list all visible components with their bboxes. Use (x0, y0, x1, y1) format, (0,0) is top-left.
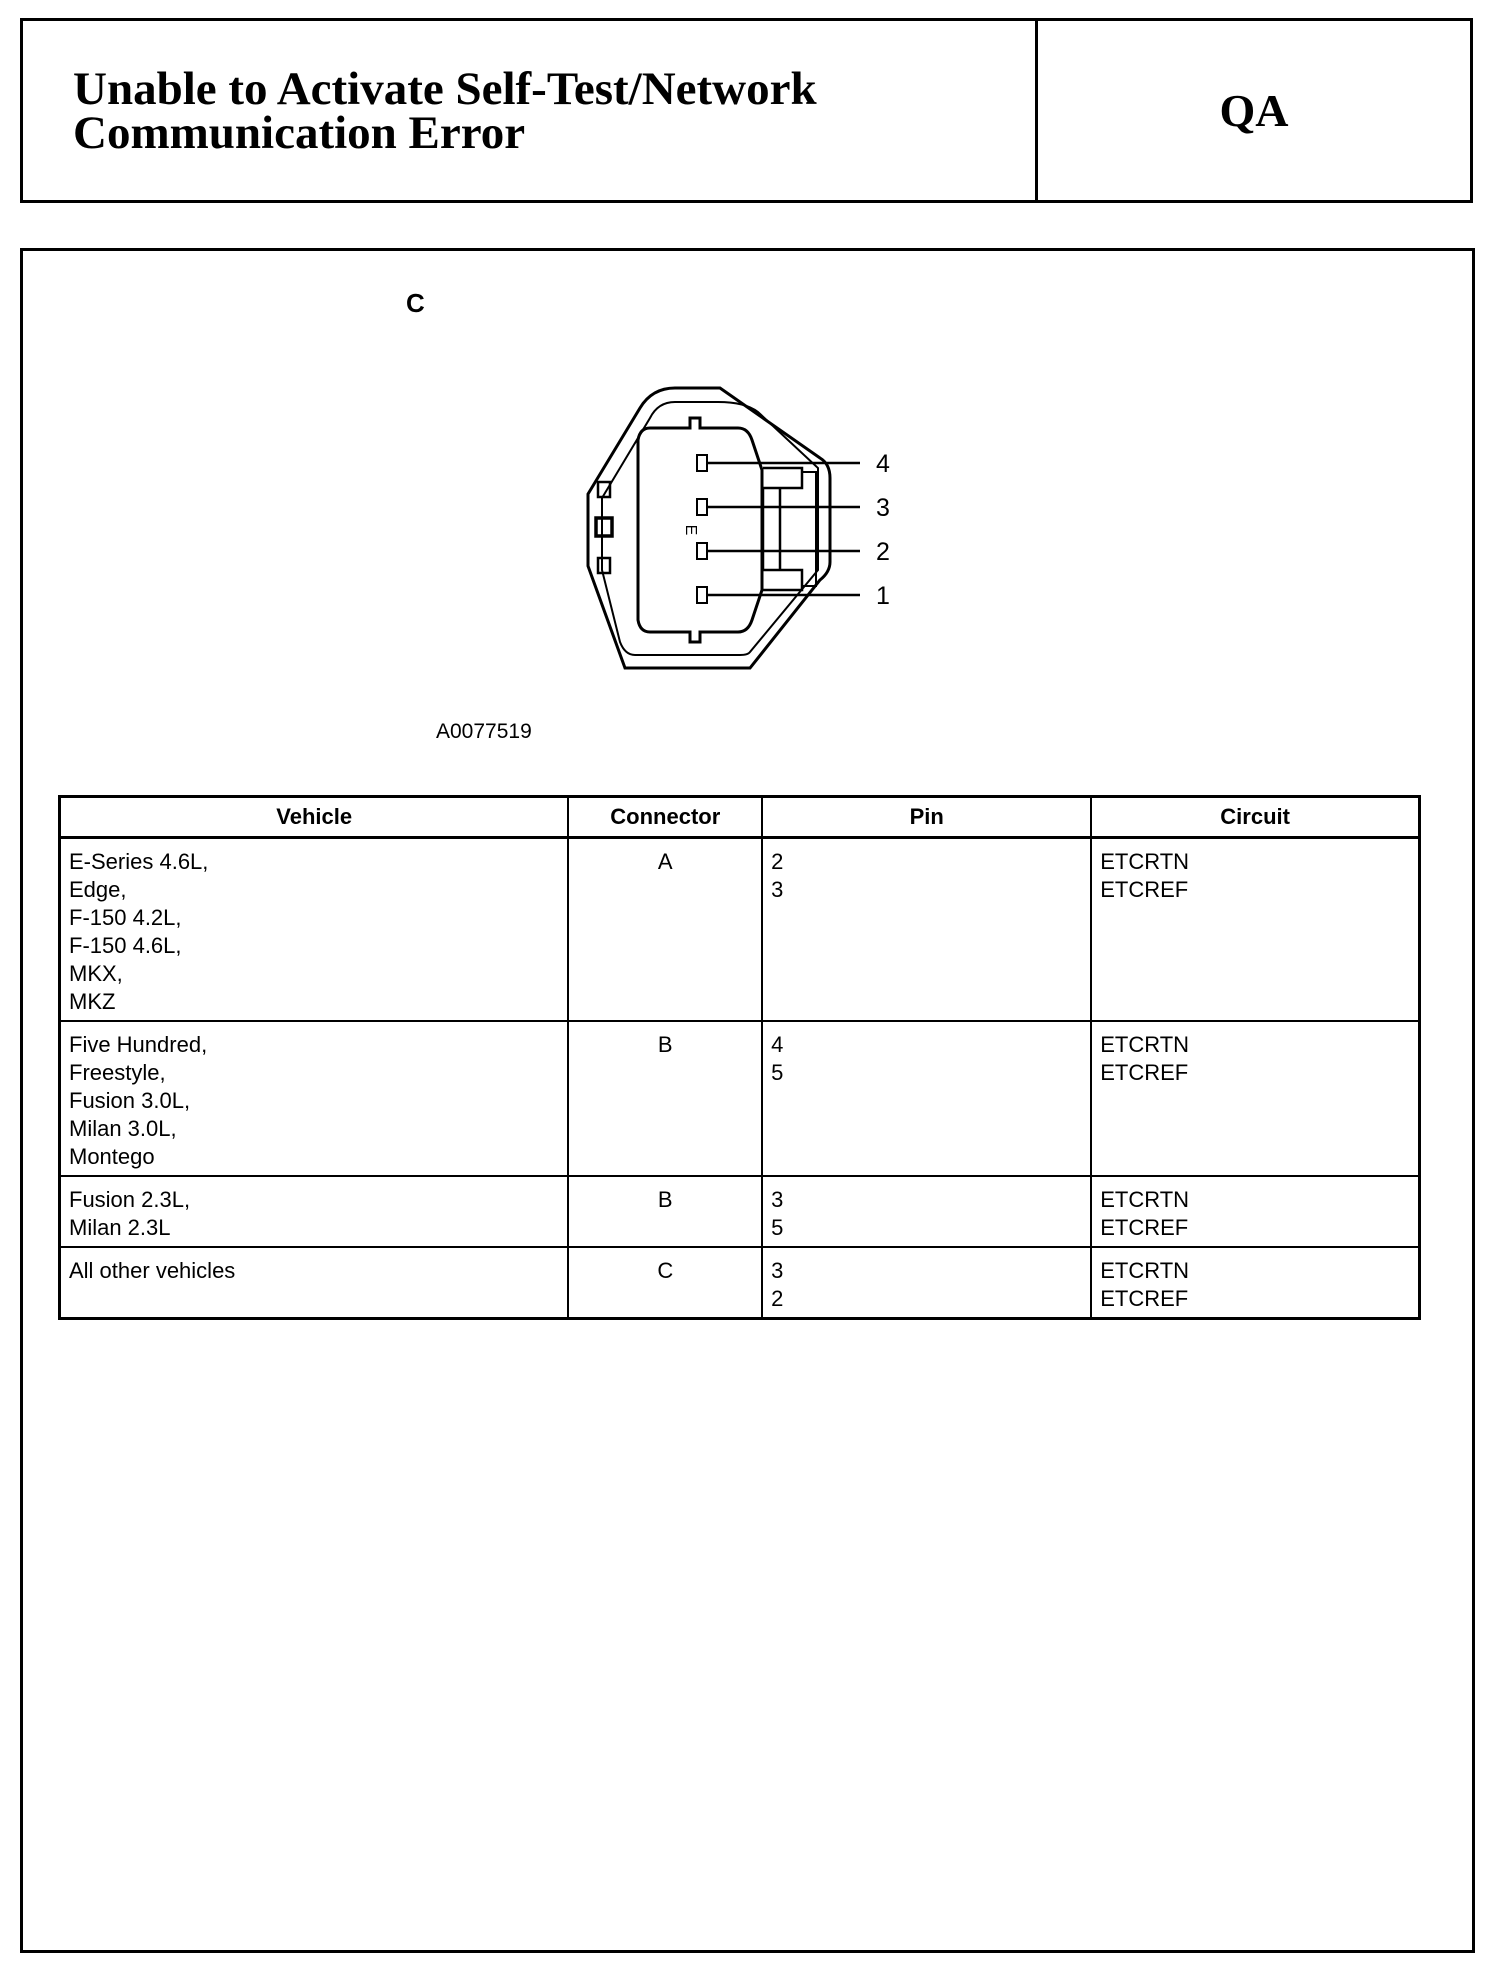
vehicle-cell (60, 838, 569, 1022)
pin-table (58, 795, 1421, 1320)
page-title-line-2: Communication Error (73, 107, 526, 159)
connector-cell: B (568, 1021, 762, 1176)
page-title (73, 63, 1023, 159)
pin-cell (762, 838, 1091, 1022)
pin-value: 3 (771, 1258, 784, 1283)
connector-body-outline (602, 402, 818, 655)
table-row (60, 1021, 1420, 1176)
vehicle-name: Five Hundred, (69, 1032, 208, 1057)
section-code: QA (1219, 85, 1289, 136)
pin-label-1: 1 (876, 582, 890, 610)
pin-label-2: 2 (876, 538, 890, 566)
table-header-row (60, 797, 1420, 838)
circuit-cell (1091, 1247, 1419, 1319)
pin-value: 2 (771, 1286, 784, 1311)
circuit-value: ETCREF (1100, 1060, 1189, 1085)
internal-bridge-top (763, 468, 802, 488)
vehicle-name: MKZ (69, 989, 116, 1014)
column-header-pin: Pin (762, 797, 1091, 838)
page-header (20, 18, 1473, 203)
internal-bridge-right (802, 472, 816, 586)
circuit-cell (1091, 1021, 1419, 1176)
pin-value: 3 (771, 877, 784, 902)
circuit-cell (1091, 838, 1419, 1022)
connector-housing-outline (588, 388, 830, 668)
connector-cell: B (568, 1176, 762, 1247)
circuit-value: ETCREF (1100, 1215, 1189, 1240)
connector-diagram (580, 380, 920, 680)
vehicle-name: Edge, (69, 877, 127, 902)
circuit-value: ETCRTN (1100, 1187, 1190, 1212)
pin-value: 2 (771, 849, 784, 874)
vehicle-name: E-Series 4.6L, (69, 849, 209, 874)
connector-center-mark: E (682, 524, 699, 536)
vehicle-cell (60, 1176, 569, 1247)
circuit-value: ETCRTN (1100, 849, 1190, 874)
internal-bridge-bottom (763, 570, 802, 590)
pin-label-3: 3 (876, 494, 890, 522)
connector-plug-outline (638, 418, 762, 642)
internal-bridge-vertical (763, 488, 780, 570)
pin-value: 5 (771, 1215, 784, 1240)
column-header-connector: Connector (568, 797, 762, 838)
connector-label: C (406, 288, 425, 318)
latch-slot-bottom (598, 558, 610, 573)
connector-cell: A (568, 838, 762, 1022)
vehicle-name: MKX, (69, 961, 123, 986)
pin-value: 4 (771, 1032, 784, 1057)
vehicle-name: All other vehicles (69, 1258, 236, 1283)
terminal-2 (697, 543, 707, 559)
vehicle-name: F-150 4.6L, (69, 933, 182, 958)
terminal-4 (697, 455, 707, 471)
page-title-line-1: Unable to Activate Self-Test/Network (73, 63, 817, 115)
pin-value: 5 (771, 1060, 784, 1085)
table-row (60, 838, 1420, 1022)
column-header-vehicle: Vehicle (60, 797, 569, 838)
vehicle-cell (60, 1247, 569, 1319)
vehicle-name: Milan 3.0L, (69, 1116, 177, 1141)
pin-cell (762, 1247, 1091, 1319)
vehicle-cell (60, 1021, 569, 1176)
vehicle-name: Fusion 2.3L, (69, 1187, 191, 1212)
column-header-circuit: Circuit (1091, 797, 1419, 838)
terminal-1 (697, 587, 707, 603)
pin-cell (762, 1021, 1091, 1176)
pin-value: 3 (771, 1187, 784, 1212)
connector-cell: C (568, 1247, 762, 1319)
circuit-value: ETCREF (1100, 1286, 1189, 1311)
circuit-cell (1091, 1176, 1419, 1247)
circuit-value: ETCREF (1100, 877, 1189, 902)
vehicle-name: Fusion 3.0L, (69, 1088, 191, 1113)
circuit-value: ETCRTN (1100, 1258, 1190, 1283)
vehicle-name: Milan 2.3L (69, 1215, 171, 1240)
latch-slot-middle (596, 518, 612, 536)
terminal-3 (697, 499, 707, 515)
figure-id: A0077519 (436, 720, 532, 743)
table-row (60, 1247, 1420, 1319)
vehicle-name: F-150 4.2L, (69, 905, 182, 930)
circuit-value: ETCRTN (1100, 1032, 1190, 1057)
vehicle-name: Montego (69, 1144, 155, 1169)
pin-label-4: 4 (876, 450, 890, 478)
table-row (60, 1176, 1420, 1247)
pin-cell (762, 1176, 1091, 1247)
vehicle-name: Freestyle, (69, 1060, 166, 1085)
